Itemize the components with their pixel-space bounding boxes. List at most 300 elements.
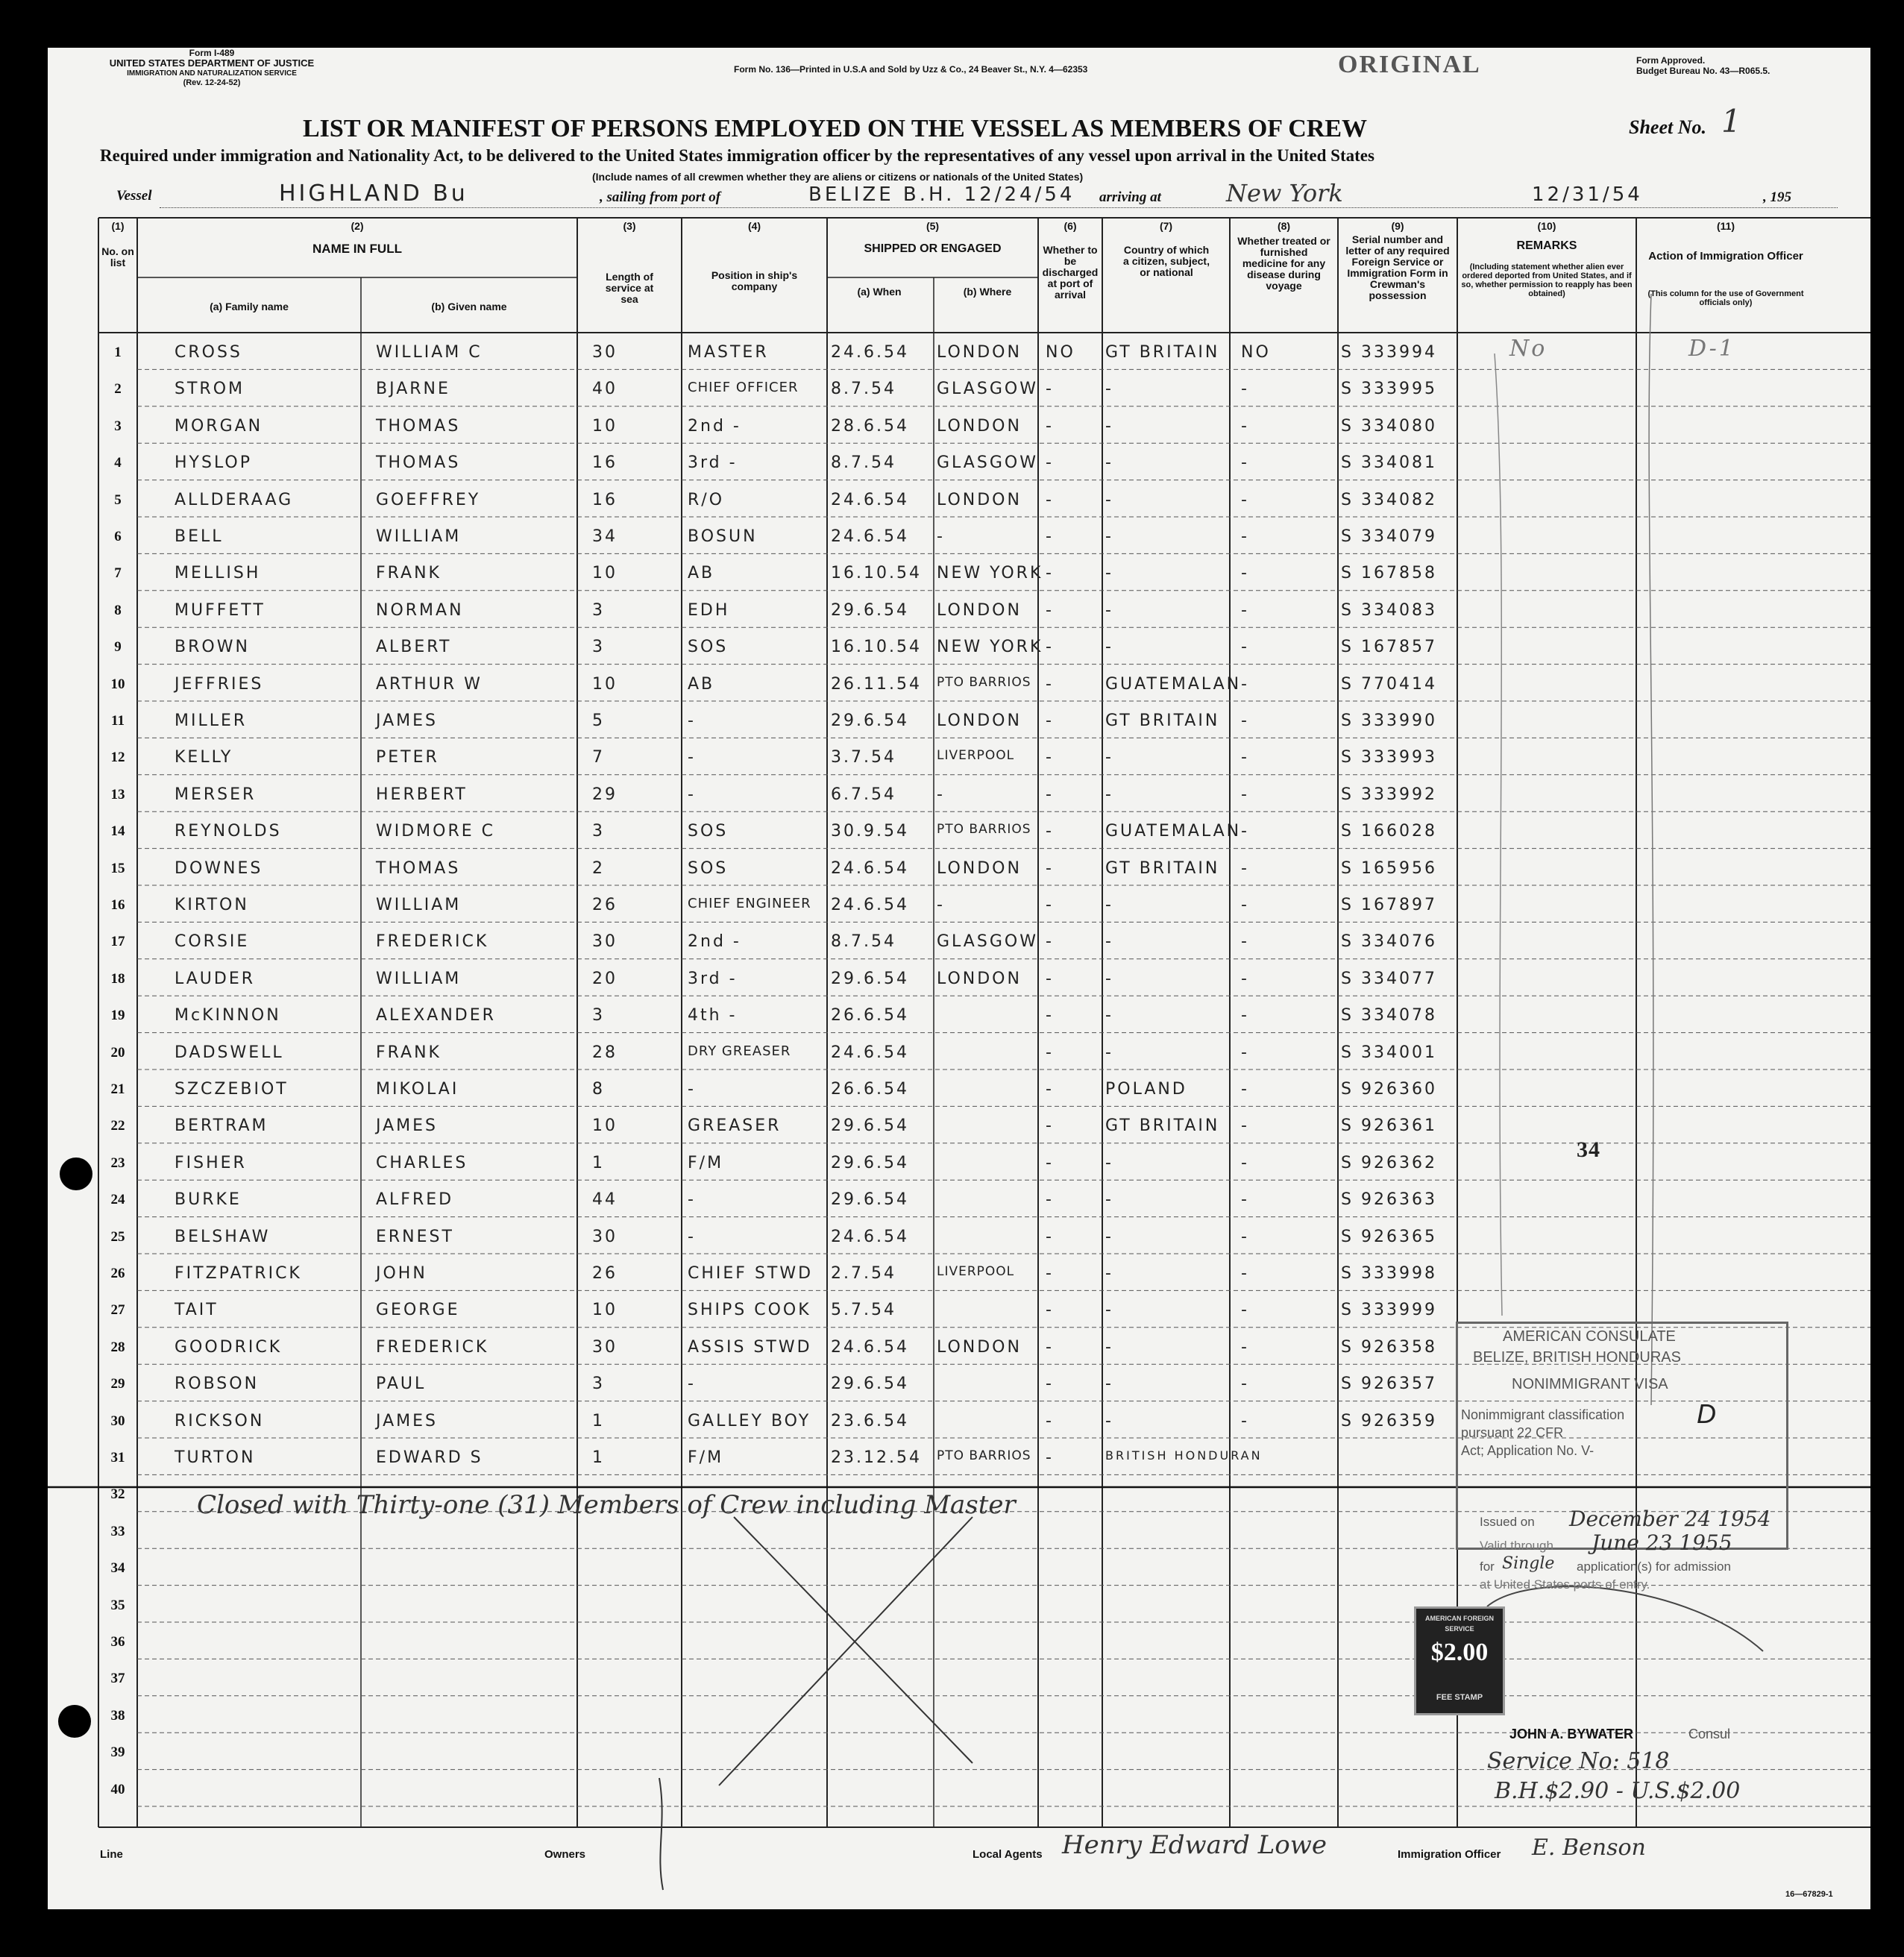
row-number: 12 (110, 750, 125, 766)
cell-position: R/O (688, 490, 725, 509)
cell-family: TURTON (175, 1448, 256, 1467)
original-mark: ORIGINAL (1338, 51, 1481, 78)
col5a-title: (a) When (857, 286, 902, 298)
cell-discharge: - (1046, 969, 1054, 988)
cell-given: GEORGE (376, 1301, 460, 1320)
row-number: 15 (110, 860, 125, 876)
col10-title: REMARKS (1516, 239, 1577, 252)
cell-treated: - (1241, 858, 1249, 878)
cell-position: 2nd - (688, 932, 741, 952)
cell-discharge: - (1046, 1337, 1054, 1357)
cell-service: 16 (592, 490, 618, 509)
col3-title: Length of service at sea (605, 271, 654, 305)
cell-family: HYSLOP (175, 453, 253, 473)
cell-when: 24.6.54 (831, 490, 909, 509)
cell-given: THOMAS (376, 416, 461, 436)
cell-family: FITZPATRICK (175, 1264, 302, 1283)
entry-text: at United States ports of entry. (1480, 1577, 1650, 1592)
cell-family: MILLER (175, 712, 248, 730)
cell-when: 29.6.54 (831, 1153, 909, 1172)
cell-where: LONDON (937, 490, 1022, 509)
cell-position: F/M (688, 1153, 724, 1172)
sheet-number: 1 (1721, 103, 1741, 139)
valid-label: Valid through (1480, 1539, 1553, 1553)
cell-serial: S 166028 (1341, 822, 1437, 841)
cell-position: SOS (688, 822, 729, 841)
cell-serial: S 334081 (1341, 453, 1437, 473)
cell-discharge: - (1046, 1080, 1054, 1099)
cell-position: CHIEF ENGINEER (688, 896, 811, 911)
cell-where: - (937, 785, 945, 804)
cell-position: 4th - (688, 1006, 738, 1025)
cell-family: MUFFETT (175, 600, 266, 620)
cell-serial: S 167858 (1341, 564, 1437, 583)
cell-position: - (688, 1080, 696, 1099)
cell-treated: - (1241, 1227, 1249, 1246)
cell-discharge: - (1046, 822, 1054, 841)
cell-where: LONDON (937, 1337, 1022, 1357)
cell-serial: S 333995 (1341, 380, 1437, 399)
col7-number: (7) (1159, 220, 1173, 232)
row-number: 30 (110, 1413, 125, 1429)
cell-given: ALBERT (376, 638, 452, 657)
cell-family: KIRTON (175, 896, 249, 914)
cell-treated: - (1241, 1190, 1249, 1210)
cell-serial: S 334082 (1341, 490, 1437, 509)
cell-discharge: - (1046, 1006, 1054, 1025)
cell-country: - (1105, 1006, 1113, 1025)
cell-service: 26 (592, 1264, 618, 1283)
cell-family: LAUDER (175, 969, 256, 988)
fee-stamp-top: AMERICAN FOREIGN SERVICE (1425, 1615, 1494, 1633)
cell-position: AB (688, 564, 715, 583)
row-number: 10 (110, 676, 125, 692)
cell-discharge: - (1046, 1153, 1054, 1172)
row-number: 29 (110, 1376, 125, 1392)
row-number: 26 (110, 1266, 125, 1281)
cell-family: BROWN (175, 638, 250, 657)
stamp-class-value: D (1697, 1398, 1716, 1429)
row-number: 9 (114, 639, 122, 656)
cell-serial: S 333994 (1341, 343, 1437, 362)
cell-treated: - (1241, 1301, 1249, 1320)
cell-country: BRITISH HONDURAN (1105, 1448, 1263, 1463)
cell-where: LIVERPOOL (937, 748, 1015, 764)
cell-where: LONDON (937, 600, 1022, 620)
cell-position: SOS (688, 638, 729, 657)
inclusion-note: (Include names of all crewmen whether they are aliens or citizens or nationals of the United States) (592, 171, 1084, 183)
cell-given: GOEFFREY (376, 490, 481, 509)
cell-position: 3rd - (688, 453, 738, 473)
cell-serial: S 333998 (1341, 1264, 1437, 1283)
cell-serial: S 334076 (1341, 932, 1437, 952)
cell-service: 16 (592, 453, 618, 473)
sheet-label: Sheet No. (1629, 116, 1706, 138)
cell-discharge: - (1046, 600, 1054, 620)
cell-position: AB (688, 674, 715, 694)
cell-discharge: - (1046, 453, 1054, 473)
row-number: 17 (110, 934, 125, 950)
consul-title: Consul (1688, 1727, 1731, 1741)
cell-discharge: - (1046, 858, 1054, 878)
binder-hole (58, 1705, 91, 1738)
cell-given: PETER (376, 748, 439, 767)
cell-given: BJARNE (376, 380, 450, 399)
agent-signature: Henry Edward Lowe (1062, 1830, 1327, 1860)
cell-when: 8.7.54 (831, 932, 896, 952)
col2-title: NAME IN FULL (312, 242, 402, 256)
cell-treated: - (1241, 969, 1249, 988)
cell-country: - (1105, 932, 1113, 952)
cell-service: 7 (592, 748, 605, 767)
vessel-name: HIGHLAND Bu (279, 180, 468, 207)
cell-country: - (1105, 1337, 1113, 1357)
row-number: 18 (110, 970, 125, 987)
cell-service: 40 (592, 380, 618, 399)
cell-family: MELLISH (175, 564, 261, 583)
cell-country: - (1105, 1043, 1113, 1062)
row-number: 27 (110, 1302, 125, 1319)
col10-note: (Including statement whether alien ever ordered deported from United States, and if so, whether permission to reapply has been obtained) (1461, 263, 1633, 298)
cell-family: GOODRICK (175, 1337, 283, 1357)
cell-country: - (1105, 785, 1113, 804)
cell-discharge: - (1046, 527, 1054, 546)
row-number: 25 (110, 1228, 125, 1245)
cell-discharge: - (1046, 1448, 1054, 1467)
cell-when: 8.7.54 (831, 453, 896, 473)
cell-country: - (1105, 638, 1113, 657)
cell-country: - (1105, 527, 1113, 546)
cell-treated: - (1241, 416, 1249, 436)
cell-treated: - (1241, 674, 1249, 694)
cell-where: NEW YORK (937, 564, 1043, 583)
cell-country: - (1105, 1411, 1113, 1430)
cell-discharge: - (1046, 564, 1054, 583)
cell-family: BELSHAW (175, 1227, 271, 1246)
cell-service: 20 (592, 969, 618, 988)
row-number: 40 (110, 1781, 125, 1797)
cell-discharge: - (1046, 1301, 1054, 1320)
cell-position: - (688, 712, 696, 730)
cell-treated: - (1241, 490, 1249, 509)
cell-when: 24.6.54 (831, 896, 909, 914)
cell-country: - (1105, 490, 1113, 509)
cell-given: JAMES (376, 1411, 438, 1430)
cell-serial: S 770414 (1341, 674, 1437, 694)
cell-family: CORSIE (175, 932, 250, 952)
col2b-title: (b) Given name (431, 301, 507, 312)
cell-country: - (1105, 1227, 1113, 1246)
cell-treated: - (1241, 527, 1249, 546)
cell-country: GUATEMALAN (1105, 822, 1242, 841)
cell-when: 23.6.54 (831, 1411, 909, 1430)
footer-officer-label: Immigration Officer (1398, 1848, 1501, 1861)
row-number: 8 (114, 602, 122, 618)
col6-number: (6) (1063, 220, 1077, 232)
cell-given: WILLIAM C (376, 343, 483, 362)
cell-when: 29.6.54 (831, 600, 909, 620)
cell-given: CHARLES (376, 1153, 468, 1172)
cell-service: 28 (592, 1043, 618, 1062)
cell-family: DADSWELL (175, 1043, 284, 1062)
cell-position: - (688, 1190, 696, 1210)
col7-title: Country of which a citizen, subject, or national (1123, 244, 1210, 278)
row-number: 20 (110, 1044, 125, 1061)
cell-family: DOWNES (175, 858, 263, 878)
cell-given: ERNEST (376, 1227, 454, 1246)
cell-where: LONDON (937, 712, 1022, 730)
cell-treated: - (1241, 1043, 1249, 1062)
cell-service: 3 (592, 1375, 605, 1394)
cell-treated: - (1241, 1116, 1249, 1136)
row-number: 35 (110, 1597, 125, 1613)
cell-service: 3 (592, 1006, 605, 1025)
cell-position: DRY GREASER (688, 1043, 791, 1059)
stamp-pursuant: pursuant 22 CFR (1461, 1425, 1564, 1440)
cell-family: ROBSON (175, 1375, 260, 1394)
cell-given: FRANK (376, 564, 442, 583)
cell-discharge: NO (1046, 343, 1075, 362)
cell-family: JEFFRIES (175, 674, 264, 694)
cell-discharge: - (1046, 1264, 1054, 1283)
cell-when: 24.6.54 (831, 1227, 909, 1246)
cell-where: PTO BARRIOS (937, 674, 1031, 690)
cell-given: HERBERT (376, 785, 468, 804)
visa-issue-block (1480, 1502, 1793, 1644)
col4-number: (4) (747, 220, 761, 232)
cell-family: BELL (175, 527, 224, 546)
cell-country: - (1105, 969, 1113, 988)
cell-position: - (688, 1375, 696, 1394)
cell-discharge: - (1046, 416, 1054, 436)
cell-family: KELLY (175, 748, 233, 767)
cell-serial: S 926365 (1341, 1227, 1437, 1246)
row-number: 2 (114, 381, 122, 398)
cell-given: EDWARD S (376, 1448, 483, 1467)
cell-treated: - (1241, 638, 1249, 657)
cell-serial: S 926362 (1341, 1153, 1437, 1172)
cell-country: - (1105, 416, 1113, 436)
col6-title: Whether to be discharged at port of arrival (1042, 244, 1099, 301)
cell-treated: - (1241, 822, 1249, 841)
cell-service: 30 (592, 1227, 618, 1246)
cell-serial: S 333992 (1341, 785, 1437, 804)
arrival-port: New York (1226, 179, 1343, 207)
cell-serial: S 926363 (1341, 1190, 1437, 1210)
cell-country: - (1105, 1190, 1113, 1210)
cell-service: 3 (592, 600, 605, 620)
cell-position: EDH (688, 600, 730, 620)
year-label: , 195 (1763, 189, 1791, 205)
budget-bureau: Budget Bureau No. 43—R065.5. (1636, 66, 1771, 76)
col8-number: (8) (1277, 220, 1291, 232)
cell-discharge: - (1046, 1375, 1054, 1394)
cell-discharge: - (1046, 785, 1054, 804)
cell-service: 29 (592, 785, 618, 804)
document-subtitle: Required under immigration and Nationality Act, to be delivered to the United States immigration officer by the representatives of any vessel upon arrival in the United States (100, 146, 1374, 165)
cell-given: FREDERICK (376, 932, 489, 952)
cell-country: - (1105, 600, 1113, 620)
cell-given: WIDMORE C (376, 822, 496, 841)
cell-where: LONDON (937, 969, 1022, 988)
col3-number: (3) (623, 220, 636, 232)
cell-position: - (688, 785, 696, 804)
stamp-location: BELIZE, BRITISH HONDURAS (1473, 1349, 1681, 1366)
col5-title: SHIPPED OR ENGAGED (864, 242, 1002, 255)
cell-treated: - (1241, 1375, 1249, 1394)
cell-treated: - (1241, 380, 1249, 399)
row-number: 32 (110, 1486, 125, 1503)
cell-given: MIKOLAI (376, 1080, 459, 1099)
row-number: 34 (110, 1560, 125, 1577)
cell-where: LONDON (937, 343, 1022, 362)
arriving-label: arriving at (1099, 189, 1161, 205)
cell-when: 29.6.54 (831, 969, 909, 988)
cell-position: SHIPS COOK (688, 1301, 811, 1320)
cell-where: GLASGOW (937, 453, 1038, 473)
cell-service: 10 (592, 674, 618, 694)
cell-treated: - (1241, 748, 1249, 767)
cell-where: GLASGOW (937, 932, 1038, 952)
cell-serial: S 334078 (1341, 1006, 1437, 1025)
cell-family: REYNOLDS (175, 822, 282, 841)
footer-owners-label: Owners (544, 1848, 586, 1861)
cell-position: F/M (688, 1448, 724, 1467)
row-number: 16 (110, 897, 125, 913)
arrival-date: 12/31/54 (1532, 183, 1643, 206)
cell-discharge: - (1046, 674, 1054, 694)
cell-service: 26 (592, 896, 618, 914)
cell-discharge: - (1046, 490, 1054, 509)
cell-discharge: - (1046, 712, 1054, 730)
cell-when: 24.6.54 (831, 1337, 909, 1357)
cell-where: PTO BARRIOS (937, 1448, 1031, 1463)
cell-country: GT BRITAIN (1105, 858, 1220, 878)
cell-when: 2.7.54 (831, 1264, 896, 1283)
cell-serial: S 167897 (1341, 896, 1437, 914)
cell-given: FREDERICK (376, 1337, 489, 1357)
cell-where: LONDON (937, 416, 1022, 436)
cell-family: BURKE (175, 1190, 242, 1210)
cell-service: 2 (592, 858, 605, 878)
cell-position: CHIEF STWD (688, 1264, 814, 1283)
issued-label: Issued on (1480, 1515, 1535, 1529)
cell-where: - (937, 527, 945, 546)
cell-treated: - (1241, 1264, 1249, 1283)
cell-country: - (1105, 896, 1113, 914)
cell-service: 1 (592, 1153, 605, 1172)
cell-when: 24.6.54 (831, 527, 909, 546)
cell-position: - (688, 1227, 696, 1246)
cell-service: 10 (592, 1116, 618, 1136)
cell-position: BOSUN (688, 527, 758, 546)
cell-country: GT BRITAIN (1105, 343, 1220, 362)
row-number: 4 (114, 455, 122, 471)
cell-serial: S 333990 (1341, 712, 1437, 730)
stamp-visa-type: NONIMMIGRANT VISA (1512, 1376, 1668, 1392)
row-number: 14 (110, 823, 125, 840)
cell-position: 3rd - (688, 969, 738, 988)
cell-position: ASSIS STWD (688, 1337, 812, 1357)
cell-when: 16.10.54 (831, 638, 922, 657)
cell-country: - (1105, 1153, 1113, 1172)
row-number: 3 (114, 418, 122, 434)
cell-given: ALFRED (376, 1190, 454, 1210)
cell-discharge: - (1046, 380, 1054, 399)
revision-date: (Rev. 12-24-52) (183, 78, 241, 87)
cell-when: 28.6.54 (831, 416, 909, 436)
consul-name: JOHN A. BYWATER (1509, 1727, 1634, 1741)
cell-when: 26.6.54 (831, 1006, 909, 1025)
cell-service: 10 (592, 564, 618, 583)
cell-serial: S 165956 (1341, 858, 1437, 878)
cell-family: MERSER (175, 785, 257, 804)
col5-number: (5) (926, 220, 940, 232)
col1-number: (1) (111, 220, 125, 232)
row-number: 33 (110, 1523, 125, 1539)
cell-service: 34 (592, 527, 618, 546)
cell-where: LONDON (937, 858, 1022, 878)
row-number: 5 (114, 491, 122, 508)
cell-when: 26.6.54 (831, 1080, 909, 1099)
cell-given: NORMAN (376, 600, 464, 620)
cell-serial: S 926361 (1341, 1116, 1437, 1136)
row-number: 22 (110, 1118, 125, 1134)
row-number: 6 (114, 529, 122, 544)
cell-remarks: No (1509, 336, 1548, 362)
cell-discharge: - (1046, 1411, 1054, 1430)
cell-position: MASTER (688, 343, 769, 362)
cell-treated: - (1241, 712, 1249, 730)
sailing-label: , sailing from port of (600, 189, 721, 205)
cell-given: ARTHUR W (376, 674, 483, 694)
single-entry: Single (1502, 1554, 1555, 1573)
cell-service: 30 (592, 343, 618, 362)
cell-country: - (1105, 748, 1113, 767)
cell-position: 2nd - (688, 416, 741, 436)
cell-treated: - (1241, 1153, 1249, 1172)
cell-country: - (1105, 1301, 1113, 1320)
cell-given: ALEXANDER (376, 1006, 496, 1025)
cell-given: JAMES (376, 1116, 438, 1136)
cell-service: 3 (592, 822, 605, 841)
cell-given: FRANK (376, 1043, 442, 1062)
stamp-application-label: Act; Application No. V- (1461, 1443, 1594, 1458)
for-label: for (1480, 1559, 1495, 1574)
issued-date: December 24 1954 (1569, 1507, 1771, 1531)
cell-treated: - (1241, 1411, 1249, 1430)
row-number: 39 (110, 1744, 125, 1761)
application-text: application(s) for admission (1577, 1559, 1731, 1574)
fee-note: B.H.$2.90 - U.S.$2.00 (1495, 1778, 1741, 1804)
col2a-title: (a) Family name (210, 301, 289, 312)
cell-family: TAIT (175, 1301, 219, 1320)
row-number: 19 (110, 1008, 125, 1024)
col9-title: Serial number and letter of any required Foreign Service or Immigration Form in Crewman's possession (1345, 233, 1450, 301)
cell-given: WILLIAM (376, 527, 462, 546)
cell-service: 44 (592, 1190, 618, 1210)
cell-service: 5 (592, 712, 605, 730)
cell-position: SOS (688, 858, 729, 878)
cell-service: 30 (592, 932, 618, 952)
footer-form-code: 16—67829-1 (1785, 1890, 1833, 1899)
cell-country: - (1105, 1264, 1113, 1283)
cell-position: GREASER (688, 1116, 782, 1136)
cell-treated: - (1241, 453, 1249, 473)
cell-service: 3 (592, 638, 605, 657)
cell-country: - (1105, 564, 1113, 583)
cell-family: FISHER (175, 1153, 247, 1172)
